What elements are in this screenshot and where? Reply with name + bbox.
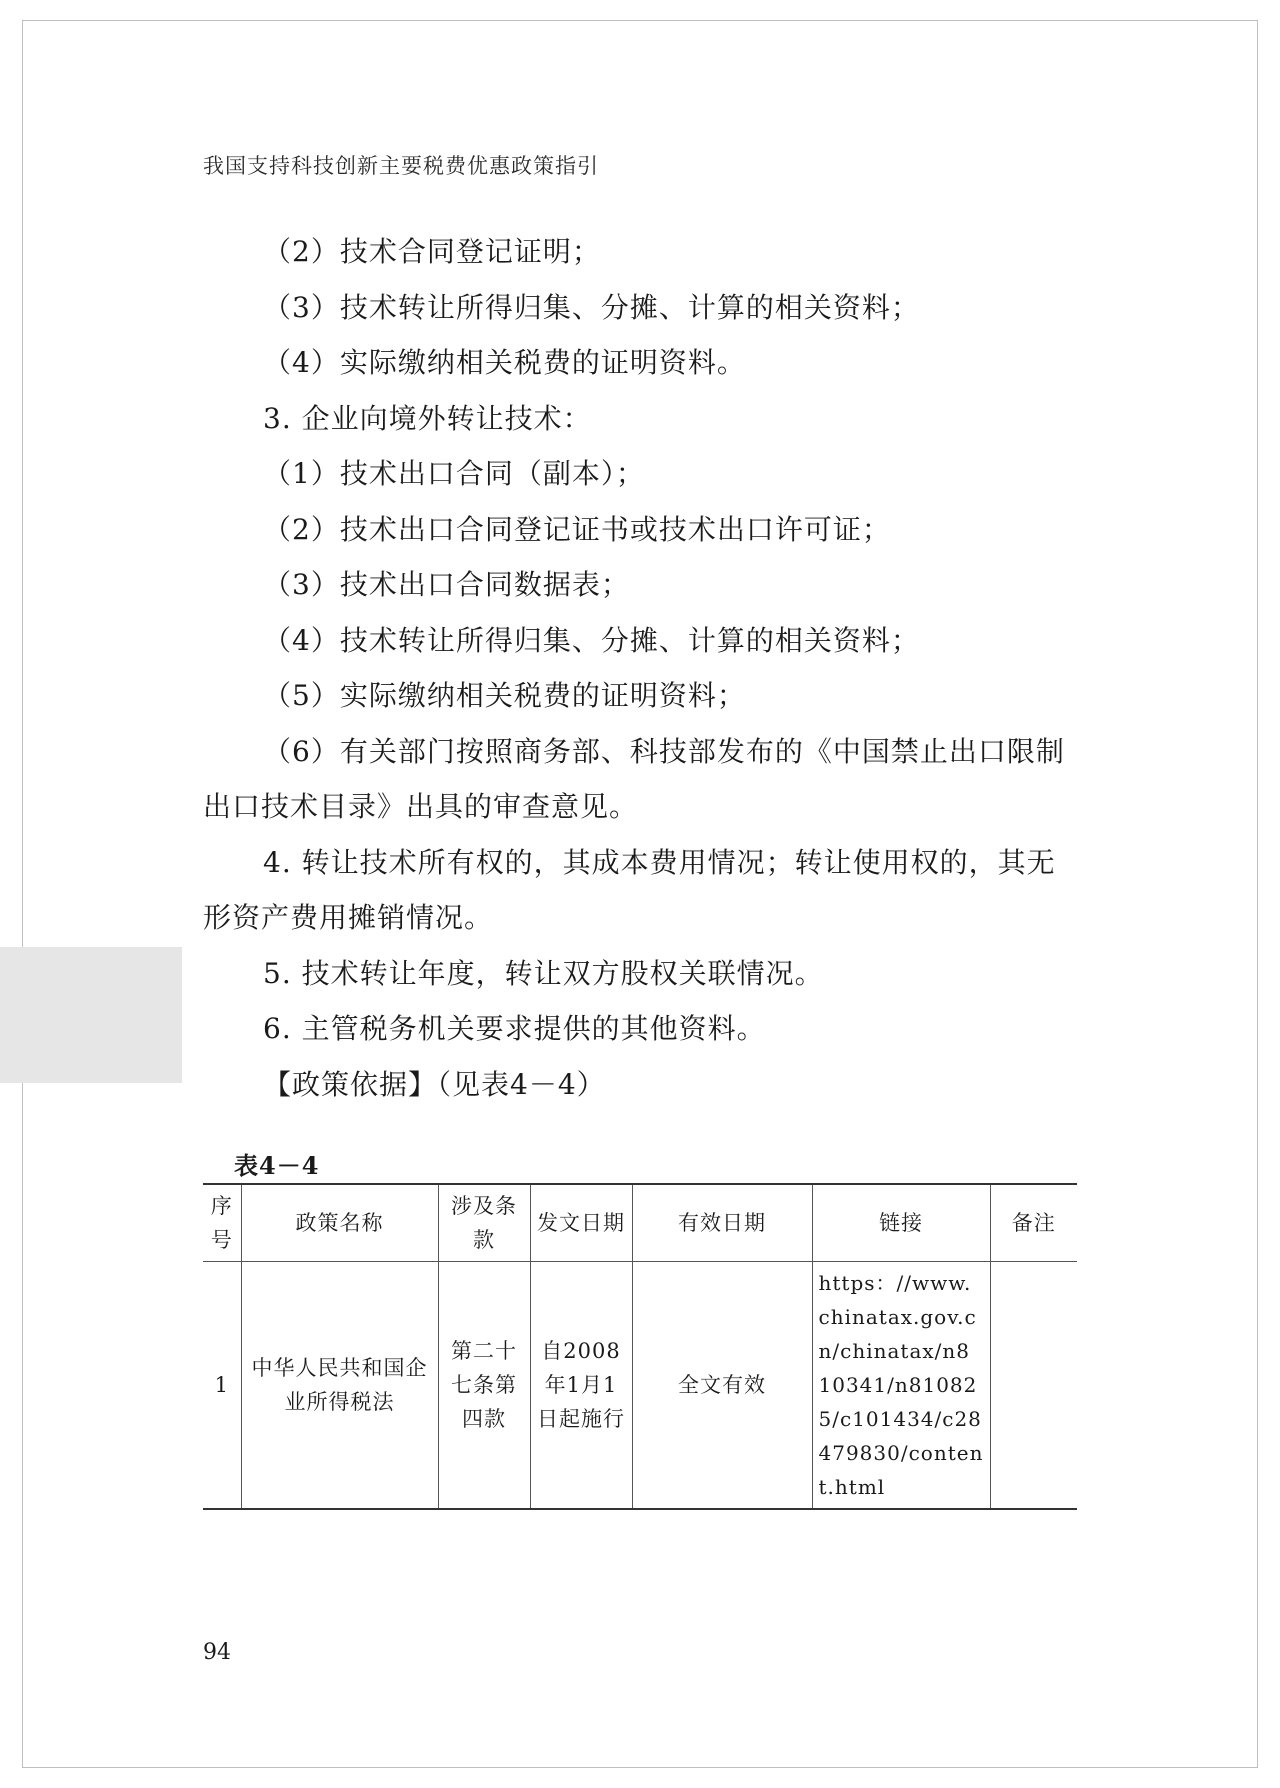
header-name: 政策名称 bbox=[241, 1184, 438, 1262]
paragraph: 3. 企业向境外转让技术： bbox=[263, 401, 592, 435]
table-header-row bbox=[203, 1184, 1077, 1262]
cell-remark bbox=[990, 1262, 1077, 1510]
paragraph: 4. 转让技术所有权的，其成本费用情况；转让使用权的，其无形资产费用摊销情况。 bbox=[203, 845, 1056, 934]
running-header: 我国支持科技创新主要税费优惠政策指引 bbox=[203, 154, 599, 178]
paragraph: 6. 主管税务机关要求提供的其他资料。 bbox=[263, 1012, 766, 1045]
policy-table bbox=[203, 1183, 1077, 1510]
cell-name: 中华人民共和国企业所得税法 bbox=[241, 1262, 438, 1510]
cell-issue-date: 自2008年1月1日起施行 bbox=[530, 1262, 632, 1510]
cell-link[interactable]: https：//www.chinatax.gov.cn/chinatax/n810341/n810825/c101434/c28479830/content.html bbox=[812, 1262, 990, 1510]
policy-basis-heading: 【政策依据】（见表4－4） bbox=[263, 1067, 606, 1101]
paragraph: （5）实际缴纳相关税费的证明资料； bbox=[263, 679, 746, 712]
paragraph: 5. 技术转让年度，转让双方股权关联情况。 bbox=[263, 956, 824, 990]
paragraph: （4）技术转让所得归集、分摊、计算的相关资料； bbox=[263, 623, 920, 657]
chapter-side-tab bbox=[0, 947, 182, 1083]
paragraph: （2）技术出口合同登记证书或技术出口许可证； bbox=[263, 512, 891, 546]
header-remark: 备注 bbox=[990, 1184, 1077, 1262]
cell-effective: 全文有效 bbox=[632, 1262, 812, 1510]
paragraph: （1）技术出口合同（副本）； bbox=[263, 457, 645, 490]
header-effective: 有效日期 bbox=[632, 1184, 812, 1262]
paragraph: （3）技术出口合同数据表； bbox=[263, 568, 630, 601]
header-link: 链接 bbox=[812, 1184, 990, 1262]
paragraph: （6）有关部门按照商务部、科技部发布的《中国禁止出口限制出口技术目录》出具的审查意见。 bbox=[203, 734, 1065, 823]
page-number: 94 bbox=[203, 1640, 231, 1665]
header-seq: 序号 bbox=[203, 1184, 241, 1262]
paragraph: （3）技术转让所得归集、分摊、计算的相关资料； bbox=[263, 290, 920, 324]
body-text bbox=[203, 224, 1083, 1112]
header-clause: 涉及条款 bbox=[438, 1184, 530, 1262]
header-issue-date: 发文日期 bbox=[530, 1184, 632, 1262]
paragraph: （2）技术合同登记证明； bbox=[263, 235, 601, 268]
cell-seq: 1 bbox=[203, 1262, 241, 1510]
paragraph: （4）实际缴纳相关税费的证明资料。 bbox=[263, 346, 746, 379]
table-row bbox=[203, 1262, 1077, 1510]
table-caption: 表4－4 bbox=[234, 1151, 320, 1180]
cell-clause: 第二十七条第四款 bbox=[438, 1262, 530, 1510]
